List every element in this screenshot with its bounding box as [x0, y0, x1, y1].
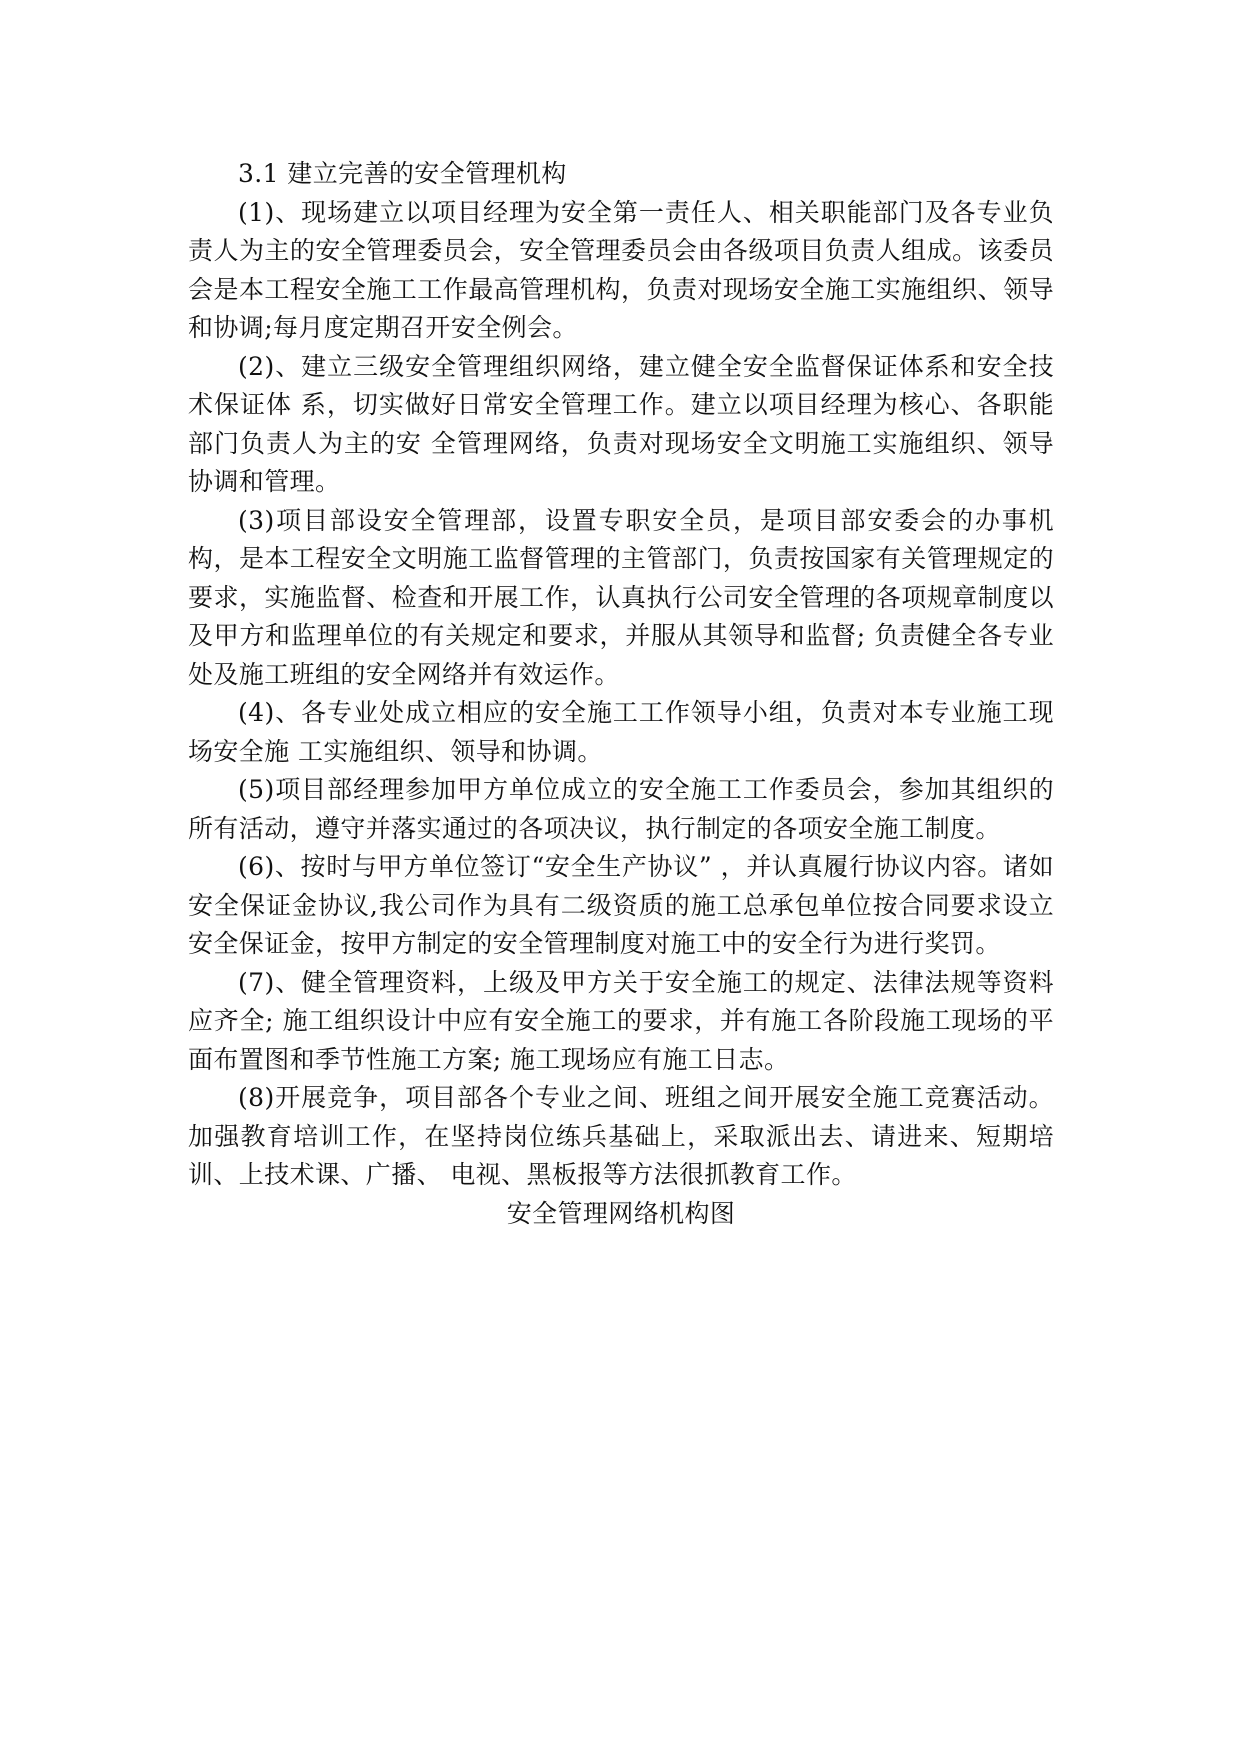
paragraph-3: (3)项目部设安全管理部，设置专职安全员，是项目部安委会的办事机构，是本工程安全文明施工监督管理的主管部门，负责按国家有关管理规定的要求，实施监督、检查和开展工作，认真执行公司安全管理的各项规章制度以及甲方和监理单位的有关规定和要求，并服从其领导和监督; 负责健全各专业处及施工班组的安全网络并有效运作。 — [188, 505, 1054, 689]
figure-caption: 安全管理网络机构图 — [506, 1198, 736, 1228]
paragraph-4: (4)、各专业处成立相应的安全施工工作领导小组，负责对本专业施工现场安全施 工实施组织、领导和协调。 — [188, 698, 1054, 766]
paragraph-7: (7)、健全管理资料，上级及甲方关于安全施工的规定、法律法规等资料应齐全; 施工组织设计中应有安全施工的要求，并有施工各阶段施工现场的平面布置图和季节性施工方案; 施工现场应有施工日志。 — [188, 967, 1054, 1074]
paragraph-8: (8)开展竞争，项目部各个专业之间、班组之间开展安全施工竞赛活动。加强教育培训工作，在坚持岗位练兵基础上，采取派出去、请进来、短期培训、上技术课、广播、 电视、黑板报等方法很抓教育工作。 — [188, 1083, 1054, 1189]
paragraph-5: (5)项目部经理参加甲方单位成立的安全施工工作委员会，参加其组织的所有活动，遵守并落实通过的各项决议，执行制定的各项安全施工制度。 — [188, 775, 1054, 843]
paragraph-6: (6)、按时与甲方单位签订“安全生产协议” ，并认真履行协议内容。诸如安全保证金协议,我公司作为具有二级资质的施工总承包单位按合同要求设立安全保证金，按甲方制定的安全管理制度对施工中的安全行为进行奖罚。 — [188, 852, 1054, 958]
section-heading: 3.1 建立完善的安全管理机构 — [238, 159, 567, 188]
paragraph-1: (1)、现场建立以项目经理为安全第一责任人、相关职能部门及各专业负责人为主的安全管理委员会，安全管理委员会由各级项目负责人组成。该委员会是本工程安全施工工作最高管理机构，负责对现场安全施工实施组织、领导和协调;每月度定期召开安全例会。 — [188, 197, 1054, 342]
paragraph-2: (2)、建立三级安全管理组织网络，建立健全安全监督保证体系和安全技术保证体 系，切实做好日常安全管理工作。建立以项目经理为核心、各职能部门负责人为主的安 全管理网络，负责对现场安全文明施工实施组织、领导协调和管理。 — [188, 351, 1054, 496]
document-body — [188, 155, 1054, 1233]
